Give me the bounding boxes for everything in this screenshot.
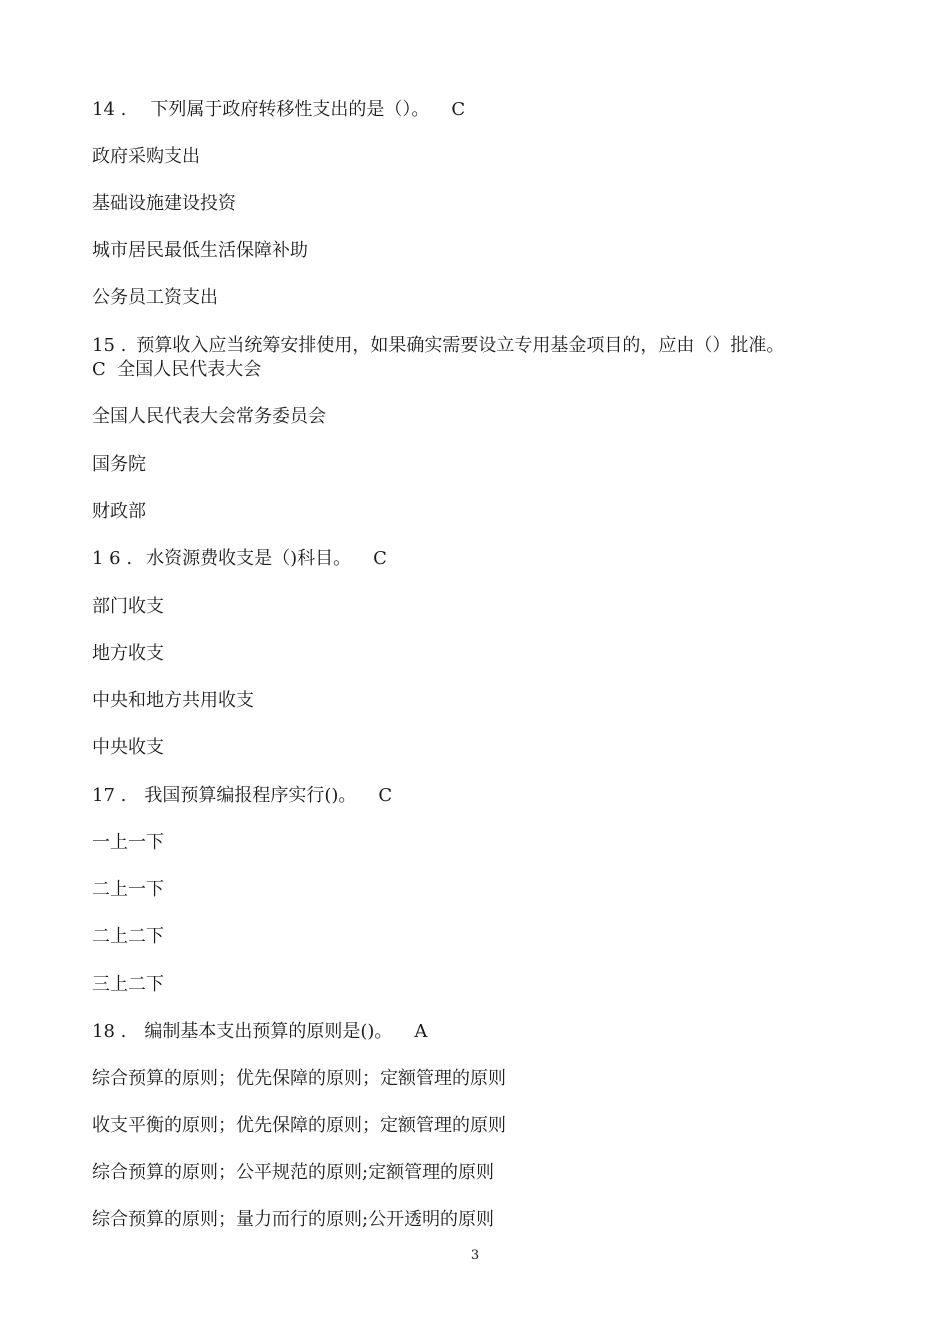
question-number: 18 . — [92, 1021, 127, 1042]
question-answer: A — [414, 1021, 428, 1042]
question-15 — [92, 334, 784, 358]
question-answer: C — [373, 548, 387, 569]
option: 综合预算的原则；量力而行的原则;公开透明的原则 — [92, 1209, 495, 1230]
option: 公务员工资支出 — [92, 287, 218, 308]
option: 二上一下 — [92, 879, 164, 900]
option: 中央收支 — [92, 737, 164, 758]
question-text: 编制基本支出预算的原则是()。 — [144, 1021, 393, 1042]
option: 财政部 — [92, 501, 146, 522]
question-text: 水资源费收支是（)科目。 — [146, 548, 352, 569]
question-answer-line: C 全国人民代表大会 — [92, 359, 262, 380]
question-text: 下列属于政府转移性支出的是（）。 — [150, 99, 430, 120]
question-18 — [92, 1020, 427, 1044]
option: 二上二下 — [92, 926, 164, 947]
option: 政府采购支出 — [92, 146, 200, 167]
option: 国务院 — [92, 454, 146, 475]
option: 部门收支 — [92, 596, 164, 617]
option: 综合预算的原则；优先保障的原则；定额管理的原则 — [92, 1068, 506, 1089]
option: 全国人民代表大会常务委员会 — [92, 406, 326, 427]
question-number: 14 . — [92, 99, 127, 120]
option: 地方收支 — [92, 643, 164, 664]
question-number: 17 . — [92, 785, 127, 806]
question-17 — [92, 784, 392, 808]
option: 一上一下 — [92, 832, 164, 853]
question-number: 15 . — [92, 335, 127, 356]
question-text: 我国预算编报程序实行()。 — [144, 785, 357, 806]
question-16 — [92, 547, 387, 571]
option: 基础设施建设投资 — [92, 193, 236, 214]
option: 收支平衡的原则；优先保障的原则；定额管理的原则 — [92, 1115, 506, 1136]
page-number: 3 — [470, 1248, 480, 1263]
option: 中央和地方共用收支 — [92, 690, 254, 711]
question-answer: C — [451, 99, 466, 120]
option: 综合预算的原则；公平规范的原则;定额管理的原则 — [92, 1162, 495, 1183]
question-text: 预算收入应当统筹安排使用，如果确实需要设立专用基金项目的，应由（）批准。 — [136, 335, 785, 356]
question-14 — [92, 98, 465, 122]
option: 城市居民最低生活保障补助 — [92, 240, 308, 261]
question-answer: C — [378, 785, 393, 806]
question-number: 1 6 . — [92, 548, 133, 569]
option: 三上二下 — [92, 974, 164, 995]
